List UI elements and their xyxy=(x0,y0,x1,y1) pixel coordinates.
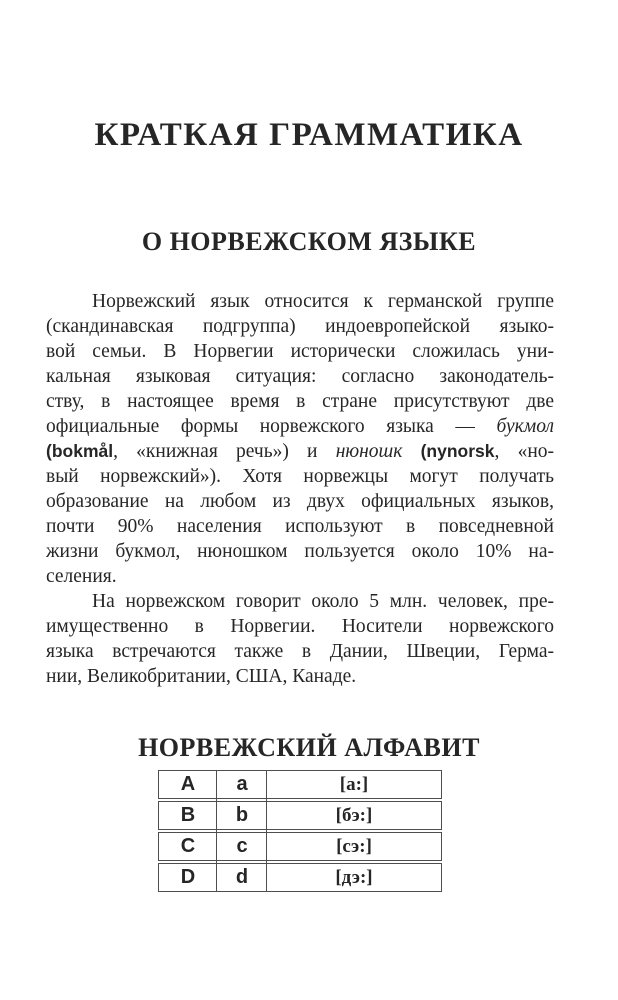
text-run: кальная языковая ситуация: согласно законодатель- xyxy=(46,366,554,387)
table-column-divider xyxy=(266,770,267,892)
table-column-divider xyxy=(216,770,217,892)
text-run: селения. xyxy=(46,566,117,587)
table-cell-lowercase-letter: a xyxy=(236,773,248,795)
text-run: (bokmål xyxy=(46,441,114,461)
table-cell-lowercase-letter: b xyxy=(235,804,249,826)
text-run: почти 90% населения используют в повседневной xyxy=(46,516,554,537)
table-cell-pronunciation: [сэ:] xyxy=(336,835,372,857)
text-line xyxy=(46,464,554,489)
text-line xyxy=(46,414,554,439)
page-title: КРАТКАЯ ГРАММАТИКА xyxy=(94,117,524,153)
text-run: официальные формы норвежского языка — xyxy=(46,416,497,437)
text-line xyxy=(46,564,554,589)
text-run: имущественно в Норвегии. Носители норвежского xyxy=(46,616,554,637)
text-run: (nynorsk xyxy=(420,441,495,461)
text-run: языка встречаются также в Дании, Швеции, Герма- xyxy=(46,641,554,662)
text-run: На норвежском говорит около 5 млн. человек, пре- xyxy=(92,591,554,612)
alphabet-table xyxy=(158,770,442,892)
table-row xyxy=(158,801,442,830)
paragraph xyxy=(46,589,554,689)
table-cell-pronunciation: [бэ:] xyxy=(335,804,373,826)
text-line xyxy=(46,389,554,414)
text-run xyxy=(402,441,420,462)
table-cell-lowercase-letter: d xyxy=(235,866,249,888)
text-run: вый норвежский»). Хотя норвежцы могут получать xyxy=(46,466,554,487)
text-line xyxy=(46,489,554,514)
table-row xyxy=(158,863,442,892)
text-line xyxy=(46,539,554,564)
table-cell-uppercase-letter: B xyxy=(180,804,196,826)
paragraph xyxy=(46,289,554,589)
text-line xyxy=(46,589,554,614)
text-run: , «книжная речь») и xyxy=(113,441,336,462)
table-row xyxy=(158,770,442,799)
text-line xyxy=(46,639,554,664)
section-heading-alphabet: НОРВЕЖСКИЙ АЛФАВИТ xyxy=(138,733,480,762)
table-cell-pronunciation: [a:] xyxy=(339,773,369,795)
section-heading-about: О НОРВЕЖСКОМ ЯЗЫКЕ xyxy=(141,227,477,256)
text-line xyxy=(46,664,554,689)
table-cell-uppercase-letter: C xyxy=(180,835,196,857)
text-line xyxy=(46,339,554,364)
table-row xyxy=(158,832,442,861)
text-run: образование на любом из двух официальных языков, xyxy=(46,491,554,512)
text-line xyxy=(46,439,554,464)
table-cell-pronunciation: [дэ:] xyxy=(335,866,373,888)
text-run: нюношк xyxy=(335,441,403,462)
table-cell-uppercase-letter: D xyxy=(180,866,196,888)
text-run: (скандинавская подгруппа) индоевропейской языко- xyxy=(46,316,554,337)
text-line xyxy=(46,314,554,339)
text-line xyxy=(46,514,554,539)
text-run: вой семьи. В Норвегии исторически сложилась уни- xyxy=(46,341,554,362)
text-run: Норвежский язык относится к германской группе xyxy=(92,291,554,312)
table-cell-uppercase-letter: A xyxy=(180,773,196,795)
text-line xyxy=(46,364,554,389)
text-run: жизни букмол, нюношком пользуется около 10% на- xyxy=(46,541,554,562)
text-line xyxy=(46,289,554,314)
text-run: букмол xyxy=(496,416,554,437)
text-run: , «но- xyxy=(494,441,554,462)
text-run: нии, Великобритании, США, Канаде. xyxy=(46,666,357,687)
body-text xyxy=(46,289,554,689)
table-cell-lowercase-letter: c xyxy=(236,835,248,857)
text-run: ству, в настоящее время в стране присутствуют две xyxy=(46,391,554,412)
text-line xyxy=(46,614,554,639)
